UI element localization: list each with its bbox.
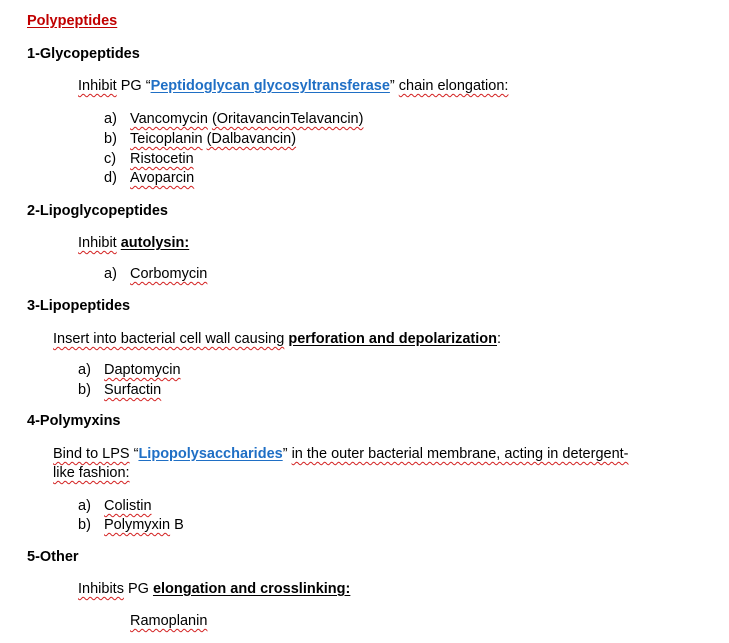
item-extra: (Dalbavancin) [206,131,297,147]
section-heading-glycopeptides: 1-Glycopeptides [27,46,140,62]
list-item [104,170,194,186]
item-name: Vancomycin [130,111,208,127]
item-name: Surfactin [104,382,162,398]
item-name: Ramoplanin [130,613,208,629]
desc-highlight: Peptidoglycan glycosyltransferase [150,78,390,94]
desc-bold: autolysin: [120,235,190,251]
item-extra: B [174,517,184,533]
desc-highlight: Lipopolysaccharides [138,446,283,462]
polymyxins-description-line1 [53,446,629,462]
desc-bold: elongation and crosslinking: [152,581,351,597]
quote-open: “ [145,78,151,94]
item-name: Ristocetin [130,151,194,167]
item-label: b) [78,382,91,398]
desc-verb: Inhibit [78,235,117,251]
desc-rest: in the outer bacterial membrane, acting in detergent- [291,446,629,462]
list-item [104,266,207,282]
list-item [78,517,184,533]
list-item [130,613,207,629]
quote-close: ” [389,78,395,94]
item-name: Avoparcin [130,170,195,186]
item-name: Teicoplanin [130,131,203,147]
desc-pg: PG [127,581,149,597]
polymyxins-description-line2 [53,465,130,481]
item-label: b) [104,131,117,147]
section-heading-lipoglycopeptides: 2-Lipoglycopeptides [27,203,168,219]
item-name: Corbomycin [130,266,208,282]
other-description [78,581,350,597]
list-item [104,151,194,167]
lipoglycopeptides-description [78,235,189,251]
item-extra: (OritavancinTelavancin) [211,111,364,127]
desc-verb: Inhibit [78,78,117,94]
desc-pg: PG [120,78,142,94]
page-title: Polypeptides [27,13,118,29]
item-label: c) [104,151,117,167]
item-name: Colistin [104,498,152,514]
quote-open: “ [133,446,139,462]
list-item [78,498,152,514]
desc-text: Insert into bacterial cell wall causing [53,331,285,347]
desc-rest: chain elongation: [398,78,509,94]
list-item [104,111,363,127]
desc-verb: Inhibits [78,581,124,597]
list-item [78,362,181,378]
item-name: Polymyxin [104,517,171,533]
list-item [78,382,161,398]
item-label: d) [104,170,117,186]
item-label: a) [78,362,91,378]
desc-tail: : [497,331,502,347]
section-heading-lipopeptides: 3-Lipopeptides [27,298,131,314]
desc-text: Bind to LPS [53,446,130,462]
item-label: a) [78,498,91,514]
desc-line2: like fashion: [53,465,130,481]
desc-bold: perforation and depolarization [288,331,497,347]
item-label: b) [78,517,91,533]
item-label: a) [104,111,117,127]
list-item [104,131,296,147]
glycopeptides-description [78,78,508,94]
item-label: a) [104,266,117,282]
item-name: Daptomycin [104,362,181,378]
quote-close: ” [282,446,288,462]
lipopeptides-description [53,331,501,347]
section-heading-polymyxins: 4-Polymyxins [27,413,121,429]
section-heading-other: 5-Other [27,549,79,565]
